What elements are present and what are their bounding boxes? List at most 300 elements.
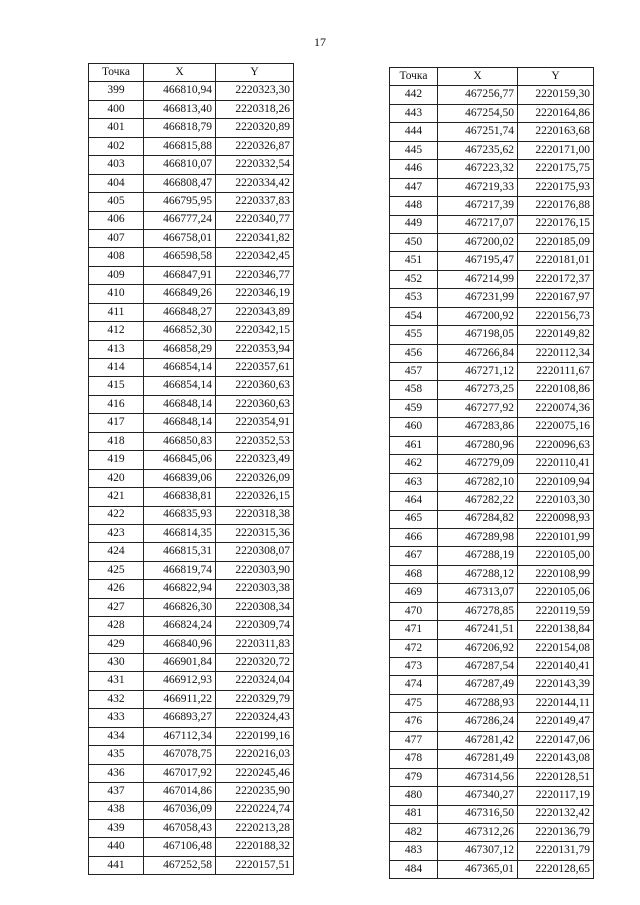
- x-coordinate-cell: 467014,86: [144, 783, 216, 801]
- x-coordinate-cell: 466818,79: [144, 119, 216, 137]
- point-number-cell: 436: [89, 764, 144, 782]
- table-row: [390, 694, 594, 712]
- x-coordinate-cell: 467217,39: [438, 197, 518, 215]
- table-row: [390, 805, 594, 823]
- y-coordinate-cell: 2220332,54: [216, 156, 294, 174]
- point-number-cell: 414: [89, 359, 144, 377]
- table-row: [89, 524, 294, 542]
- point-number-cell: 431: [89, 672, 144, 690]
- y-coordinate-cell: 2220188,32: [216, 838, 294, 856]
- y-coordinate-cell: 2220360,63: [216, 377, 294, 395]
- point-number-cell: 400: [89, 100, 144, 118]
- y-coordinate-cell: 2220311,83: [216, 635, 294, 653]
- table-row: [390, 86, 594, 104]
- table-body-right: [390, 86, 594, 879]
- point-number-cell: 453: [390, 289, 438, 307]
- table-row: [390, 197, 594, 215]
- table-row: [89, 248, 294, 266]
- y-coordinate-cell: 2220117,19: [518, 787, 594, 805]
- table-row: [390, 418, 594, 436]
- table-row: [89, 359, 294, 377]
- point-number-cell: 410: [89, 285, 144, 303]
- y-coordinate-cell: 2220318,38: [216, 506, 294, 524]
- point-number-cell: 441: [89, 856, 144, 874]
- x-coordinate-cell: 466848,27: [144, 303, 216, 321]
- y-coordinate-cell: 2220175,93: [518, 178, 594, 196]
- point-number-cell: 457: [390, 363, 438, 381]
- x-coordinate-cell: 467231,99: [438, 289, 518, 307]
- x-coordinate-cell: 467282,10: [438, 473, 518, 491]
- x-coordinate-cell: 467235,62: [438, 141, 518, 159]
- point-number-cell: 447: [390, 178, 438, 196]
- table-row: [89, 580, 294, 598]
- y-coordinate-cell: 2220309,74: [216, 617, 294, 635]
- table-row: [390, 141, 594, 159]
- y-coordinate-cell: 2220108,86: [518, 381, 594, 399]
- y-coordinate-cell: 2220143,08: [518, 750, 594, 768]
- point-number-cell: 458: [390, 381, 438, 399]
- point-number-cell: 452: [390, 270, 438, 288]
- y-coordinate-cell: 2220147,06: [518, 731, 594, 749]
- point-number-cell: 469: [390, 584, 438, 602]
- table-row: [89, 266, 294, 284]
- x-coordinate-cell: 466758,01: [144, 229, 216, 247]
- table-row: [89, 764, 294, 782]
- point-number-cell: 402: [89, 137, 144, 155]
- x-coordinate-cell: 466852,30: [144, 322, 216, 340]
- table-row: [390, 178, 594, 196]
- x-coordinate-cell: 467281,49: [438, 750, 518, 768]
- table-row: [390, 215, 594, 233]
- table-row: [89, 561, 294, 579]
- x-coordinate-cell: 466824,24: [144, 617, 216, 635]
- point-number-cell: 415: [89, 377, 144, 395]
- point-number-cell: 412: [89, 322, 144, 340]
- point-number-cell: 433: [89, 709, 144, 727]
- table-row: [390, 547, 594, 565]
- point-number-cell: 484: [390, 860, 438, 878]
- x-coordinate-cell: 467280,96: [438, 436, 518, 454]
- point-number-cell: 430: [89, 654, 144, 672]
- point-number-cell: 454: [390, 307, 438, 325]
- point-number-cell: 443: [390, 104, 438, 122]
- x-coordinate-cell: 466814,35: [144, 524, 216, 542]
- y-coordinate-cell: 2220140,41: [518, 658, 594, 676]
- table-row: [390, 363, 594, 381]
- y-coordinate-cell: 2220308,34: [216, 598, 294, 616]
- point-number-cell: 428: [89, 617, 144, 635]
- x-coordinate-cell: 467251,74: [438, 123, 518, 141]
- y-coordinate-cell: 2220112,34: [518, 344, 594, 362]
- x-coordinate-cell: 466819,74: [144, 561, 216, 579]
- point-number-cell: 483: [390, 842, 438, 860]
- x-coordinate-cell: 467273,25: [438, 381, 518, 399]
- point-number-cell: 465: [390, 510, 438, 528]
- x-coordinate-cell: 467282,22: [438, 492, 518, 510]
- x-coordinate-cell: 467314,56: [438, 768, 518, 786]
- table-row: [390, 621, 594, 639]
- table-row: [390, 565, 594, 583]
- y-coordinate-cell: 2220308,07: [216, 543, 294, 561]
- table-row: [390, 381, 594, 399]
- x-coordinate-cell: 466808,47: [144, 174, 216, 192]
- y-coordinate-cell: 2220224,74: [216, 801, 294, 819]
- table-row: [89, 432, 294, 450]
- x-coordinate-cell: 467288,19: [438, 547, 518, 565]
- table-row: [89, 506, 294, 524]
- x-coordinate-cell: 466845,06: [144, 451, 216, 469]
- x-coordinate-cell: 467278,85: [438, 602, 518, 620]
- point-number-cell: 444: [390, 123, 438, 141]
- x-coordinate-cell: 466598,58: [144, 248, 216, 266]
- point-number-cell: 439: [89, 819, 144, 837]
- table-row: [390, 492, 594, 510]
- point-number-cell: 424: [89, 543, 144, 561]
- table-row: [390, 123, 594, 141]
- table-row: [89, 451, 294, 469]
- y-coordinate-cell: 2220109,94: [518, 473, 594, 491]
- x-coordinate-cell: 467266,84: [438, 344, 518, 362]
- x-coordinate-cell: 467281,42: [438, 731, 518, 749]
- x-coordinate-cell: 467340,27: [438, 787, 518, 805]
- y-coordinate-cell: 2220136,79: [518, 823, 594, 841]
- y-coordinate-cell: 2220326,15: [216, 488, 294, 506]
- point-number-cell: 461: [390, 436, 438, 454]
- point-number-cell: 419: [89, 451, 144, 469]
- y-coordinate-cell: 2220357,61: [216, 359, 294, 377]
- table-row: [89, 801, 294, 819]
- point-number-cell: 450: [390, 233, 438, 251]
- point-number-cell: 480: [390, 787, 438, 805]
- y-coordinate-cell: 2220157,51: [216, 856, 294, 874]
- y-coordinate-cell: 2220110,41: [518, 455, 594, 473]
- point-number-cell: 399: [89, 82, 144, 100]
- x-coordinate-cell: 467036,09: [144, 801, 216, 819]
- point-number-cell: 456: [390, 344, 438, 362]
- point-number-cell: 434: [89, 727, 144, 745]
- table-row: [390, 602, 594, 620]
- table-row: [89, 156, 294, 174]
- y-coordinate-cell: 2220105,00: [518, 547, 594, 565]
- point-number-cell: 426: [89, 580, 144, 598]
- y-coordinate-cell: 2220360,63: [216, 395, 294, 413]
- y-coordinate-cell: 2220103,30: [518, 492, 594, 510]
- point-number-cell: 409: [89, 266, 144, 284]
- table-row: [89, 819, 294, 837]
- table-row: [390, 289, 594, 307]
- point-number-cell: 406: [89, 211, 144, 229]
- table-row: [89, 340, 294, 358]
- y-coordinate-cell: 2220326,09: [216, 469, 294, 487]
- x-coordinate-cell: 466848,14: [144, 414, 216, 432]
- y-coordinate-cell: 2220149,47: [518, 713, 594, 731]
- point-number-cell: 462: [390, 455, 438, 473]
- table-header-row: [390, 68, 594, 86]
- x-coordinate-cell: 467283,86: [438, 418, 518, 436]
- y-coordinate-cell: 2220176,88: [518, 197, 594, 215]
- x-coordinate-cell: 467254,50: [438, 104, 518, 122]
- y-coordinate-cell: 2220156,73: [518, 307, 594, 325]
- coordinates-table-left: [88, 63, 294, 875]
- point-number-cell: 427: [89, 598, 144, 616]
- table-row: [89, 119, 294, 137]
- y-coordinate-cell: 2220108,99: [518, 565, 594, 583]
- point-number-cell: 418: [89, 432, 144, 450]
- y-coordinate-cell: 2220235,90: [216, 783, 294, 801]
- x-coordinate-cell: 467287,54: [438, 658, 518, 676]
- point-number-cell: 429: [89, 635, 144, 653]
- table-row: [89, 82, 294, 100]
- table-row: [390, 787, 594, 805]
- y-coordinate-cell: 2220105,06: [518, 584, 594, 602]
- point-number-cell: 408: [89, 248, 144, 266]
- table-row: [390, 713, 594, 731]
- x-coordinate-cell: 466795,95: [144, 193, 216, 211]
- y-coordinate-cell: 2220096,63: [518, 436, 594, 454]
- x-coordinate-cell: 467279,09: [438, 455, 518, 473]
- x-coordinate-cell: 466854,14: [144, 377, 216, 395]
- x-coordinate-cell: 466815,88: [144, 137, 216, 155]
- table-row: [89, 727, 294, 745]
- point-number-cell: 425: [89, 561, 144, 579]
- y-coordinate-cell: 2220324,43: [216, 709, 294, 727]
- table-row: [89, 137, 294, 155]
- table-row: [89, 856, 294, 874]
- y-coordinate-cell: 2220185,09: [518, 233, 594, 251]
- point-number-cell: 407: [89, 229, 144, 247]
- table-row: [390, 584, 594, 602]
- x-coordinate-cell: 467241,51: [438, 621, 518, 639]
- x-coordinate-cell: 467284,82: [438, 510, 518, 528]
- y-coordinate-cell: 2220346,19: [216, 285, 294, 303]
- point-number-cell: 455: [390, 326, 438, 344]
- point-number-cell: 460: [390, 418, 438, 436]
- point-number-cell: 421: [89, 488, 144, 506]
- y-coordinate-cell: 2220159,30: [518, 86, 594, 104]
- table-row: [89, 598, 294, 616]
- y-coordinate-cell: 2220119,59: [518, 602, 594, 620]
- x-coordinate-cell: 466838,81: [144, 488, 216, 506]
- y-coordinate-cell: 2220163,68: [518, 123, 594, 141]
- point-number-cell: 422: [89, 506, 144, 524]
- y-coordinate-cell: 2220337,83: [216, 193, 294, 211]
- x-coordinate-cell: 467252,58: [144, 856, 216, 874]
- point-number-cell: 404: [89, 174, 144, 192]
- y-coordinate-cell: 2220167,97: [518, 289, 594, 307]
- table-row: [89, 838, 294, 856]
- x-coordinate-cell: 467316,50: [438, 805, 518, 823]
- table-row: [89, 322, 294, 340]
- point-number-cell: 411: [89, 303, 144, 321]
- table-row: [89, 690, 294, 708]
- table-row: [89, 395, 294, 413]
- y-coordinate-cell: 2220318,26: [216, 100, 294, 118]
- y-coordinate-cell: 2220172,37: [518, 270, 594, 288]
- y-coordinate-cell: 2220075,16: [518, 418, 594, 436]
- table-body-left: [89, 82, 294, 875]
- y-coordinate-cell: 2220245,46: [216, 764, 294, 782]
- x-coordinate-cell: 467286,24: [438, 713, 518, 731]
- point-number-cell: 468: [390, 565, 438, 583]
- table-row: [390, 473, 594, 491]
- table-row: [390, 510, 594, 528]
- table-header-row: [89, 64, 294, 82]
- y-coordinate-cell: 2220144,11: [518, 694, 594, 712]
- x-coordinate-cell: 467058,43: [144, 819, 216, 837]
- y-coordinate-cell: 2220131,79: [518, 842, 594, 860]
- point-number-cell: 481: [390, 805, 438, 823]
- y-coordinate-cell: 2220149,82: [518, 326, 594, 344]
- y-coordinate-cell: 2220213,28: [216, 819, 294, 837]
- y-coordinate-cell: 2220101,99: [518, 528, 594, 546]
- x-coordinate-cell: 466822,94: [144, 580, 216, 598]
- point-number-cell: 438: [89, 801, 144, 819]
- point-number-cell: 432: [89, 690, 144, 708]
- table-row: [390, 160, 594, 178]
- y-coordinate-cell: 2220323,49: [216, 451, 294, 469]
- table-row: [89, 746, 294, 764]
- x-coordinate-cell: 467312,26: [438, 823, 518, 841]
- point-number-cell: 466: [390, 528, 438, 546]
- page-number: 17: [314, 35, 326, 49]
- y-coordinate-cell: 2220324,04: [216, 672, 294, 690]
- table-row: [390, 270, 594, 288]
- point-number-cell: 473: [390, 658, 438, 676]
- y-coordinate-cell: 2220342,45: [216, 248, 294, 266]
- y-coordinate-cell: 2220143,39: [518, 676, 594, 694]
- x-coordinate-cell: 467287,49: [438, 676, 518, 694]
- x-coordinate-cell: 466835,93: [144, 506, 216, 524]
- x-coordinate-cell: 467271,12: [438, 363, 518, 381]
- x-coordinate-cell: 467195,47: [438, 252, 518, 270]
- y-coordinate-cell: 2220320,72: [216, 654, 294, 672]
- y-coordinate-cell: 2220132,42: [518, 805, 594, 823]
- header-point: Точка: [89, 64, 144, 82]
- header-x: X: [438, 68, 518, 86]
- y-coordinate-cell: 2220216,03: [216, 746, 294, 764]
- table-row: [89, 229, 294, 247]
- x-coordinate-cell: 467288,12: [438, 565, 518, 583]
- x-coordinate-cell: 466858,29: [144, 340, 216, 358]
- x-coordinate-cell: 466893,27: [144, 709, 216, 727]
- y-coordinate-cell: 2220138,84: [518, 621, 594, 639]
- y-coordinate-cell: 2220326,87: [216, 137, 294, 155]
- table-row: [89, 174, 294, 192]
- point-number-cell: 471: [390, 621, 438, 639]
- x-coordinate-cell: 467365,01: [438, 860, 518, 878]
- x-coordinate-cell: 466826,30: [144, 598, 216, 616]
- point-number-cell: 445: [390, 141, 438, 159]
- point-number-cell: 477: [390, 731, 438, 749]
- header-point: Точка: [390, 68, 438, 86]
- point-number-cell: 440: [89, 838, 144, 856]
- coordinates-table-right: [389, 67, 594, 879]
- point-number-cell: 435: [89, 746, 144, 764]
- table-row: [89, 783, 294, 801]
- table-row: [390, 823, 594, 841]
- y-coordinate-cell: 2220111,67: [518, 363, 594, 381]
- y-coordinate-cell: 2220323,30: [216, 82, 294, 100]
- x-coordinate-cell: 466849,26: [144, 285, 216, 303]
- y-coordinate-cell: 2220181,01: [518, 252, 594, 270]
- y-coordinate-cell: 2220164,86: [518, 104, 594, 122]
- point-number-cell: 449: [390, 215, 438, 233]
- x-coordinate-cell: 467313,07: [438, 584, 518, 602]
- y-coordinate-cell: 2220320,89: [216, 119, 294, 137]
- table-row: [89, 654, 294, 672]
- y-coordinate-cell: 2220315,36: [216, 524, 294, 542]
- x-coordinate-cell: 467288,93: [438, 694, 518, 712]
- x-coordinate-cell: 466777,24: [144, 211, 216, 229]
- y-coordinate-cell: 2220154,08: [518, 639, 594, 657]
- x-coordinate-cell: 467200,92: [438, 307, 518, 325]
- y-coordinate-cell: 2220342,15: [216, 322, 294, 340]
- table-row: [89, 100, 294, 118]
- y-coordinate-cell: 2220346,77: [216, 266, 294, 284]
- table-row: [390, 731, 594, 749]
- x-coordinate-cell: 466854,14: [144, 359, 216, 377]
- x-coordinate-cell: 466850,83: [144, 432, 216, 450]
- x-coordinate-cell: 466839,06: [144, 469, 216, 487]
- x-coordinate-cell: 467256,77: [438, 86, 518, 104]
- y-coordinate-cell: 2220334,42: [216, 174, 294, 192]
- point-number-cell: 420: [89, 469, 144, 487]
- table-row: [89, 414, 294, 432]
- table-row: [390, 399, 594, 417]
- x-coordinate-cell: 467200,02: [438, 233, 518, 251]
- point-number-cell: 479: [390, 768, 438, 786]
- x-coordinate-cell: 467217,07: [438, 215, 518, 233]
- x-coordinate-cell: 466901,84: [144, 654, 216, 672]
- x-coordinate-cell: 466912,93: [144, 672, 216, 690]
- table-row: [390, 658, 594, 676]
- table-row: [89, 211, 294, 229]
- table-row: [89, 635, 294, 653]
- y-coordinate-cell: 2220128,51: [518, 768, 594, 786]
- table-row: [89, 285, 294, 303]
- y-coordinate-cell: 2220340,77: [216, 211, 294, 229]
- table-row: [390, 436, 594, 454]
- x-coordinate-cell: 466911,22: [144, 690, 216, 708]
- point-number-cell: 442: [390, 86, 438, 104]
- y-coordinate-cell: 2220128,65: [518, 860, 594, 878]
- y-coordinate-cell: 2220098,93: [518, 510, 594, 528]
- table-row: [390, 860, 594, 878]
- table-row: [390, 326, 594, 344]
- header-y: Y: [216, 64, 294, 82]
- x-coordinate-cell: 467206,92: [438, 639, 518, 657]
- table-row: [89, 469, 294, 487]
- table-row: [390, 344, 594, 362]
- y-coordinate-cell: 2220303,38: [216, 580, 294, 598]
- table-row: [390, 233, 594, 251]
- y-coordinate-cell: 2220353,94: [216, 340, 294, 358]
- x-coordinate-cell: 466810,07: [144, 156, 216, 174]
- table-row: [89, 543, 294, 561]
- point-number-cell: 470: [390, 602, 438, 620]
- point-number-cell: 475: [390, 694, 438, 712]
- point-number-cell: 459: [390, 399, 438, 417]
- x-coordinate-cell: 467219,33: [438, 178, 518, 196]
- header-x: X: [144, 64, 216, 82]
- x-coordinate-cell: 467198,05: [438, 326, 518, 344]
- table-row: [390, 750, 594, 768]
- table-row: [89, 488, 294, 506]
- point-number-cell: 405: [89, 193, 144, 211]
- point-number-cell: 478: [390, 750, 438, 768]
- x-coordinate-cell: 466848,14: [144, 395, 216, 413]
- y-coordinate-cell: 2220329,79: [216, 690, 294, 708]
